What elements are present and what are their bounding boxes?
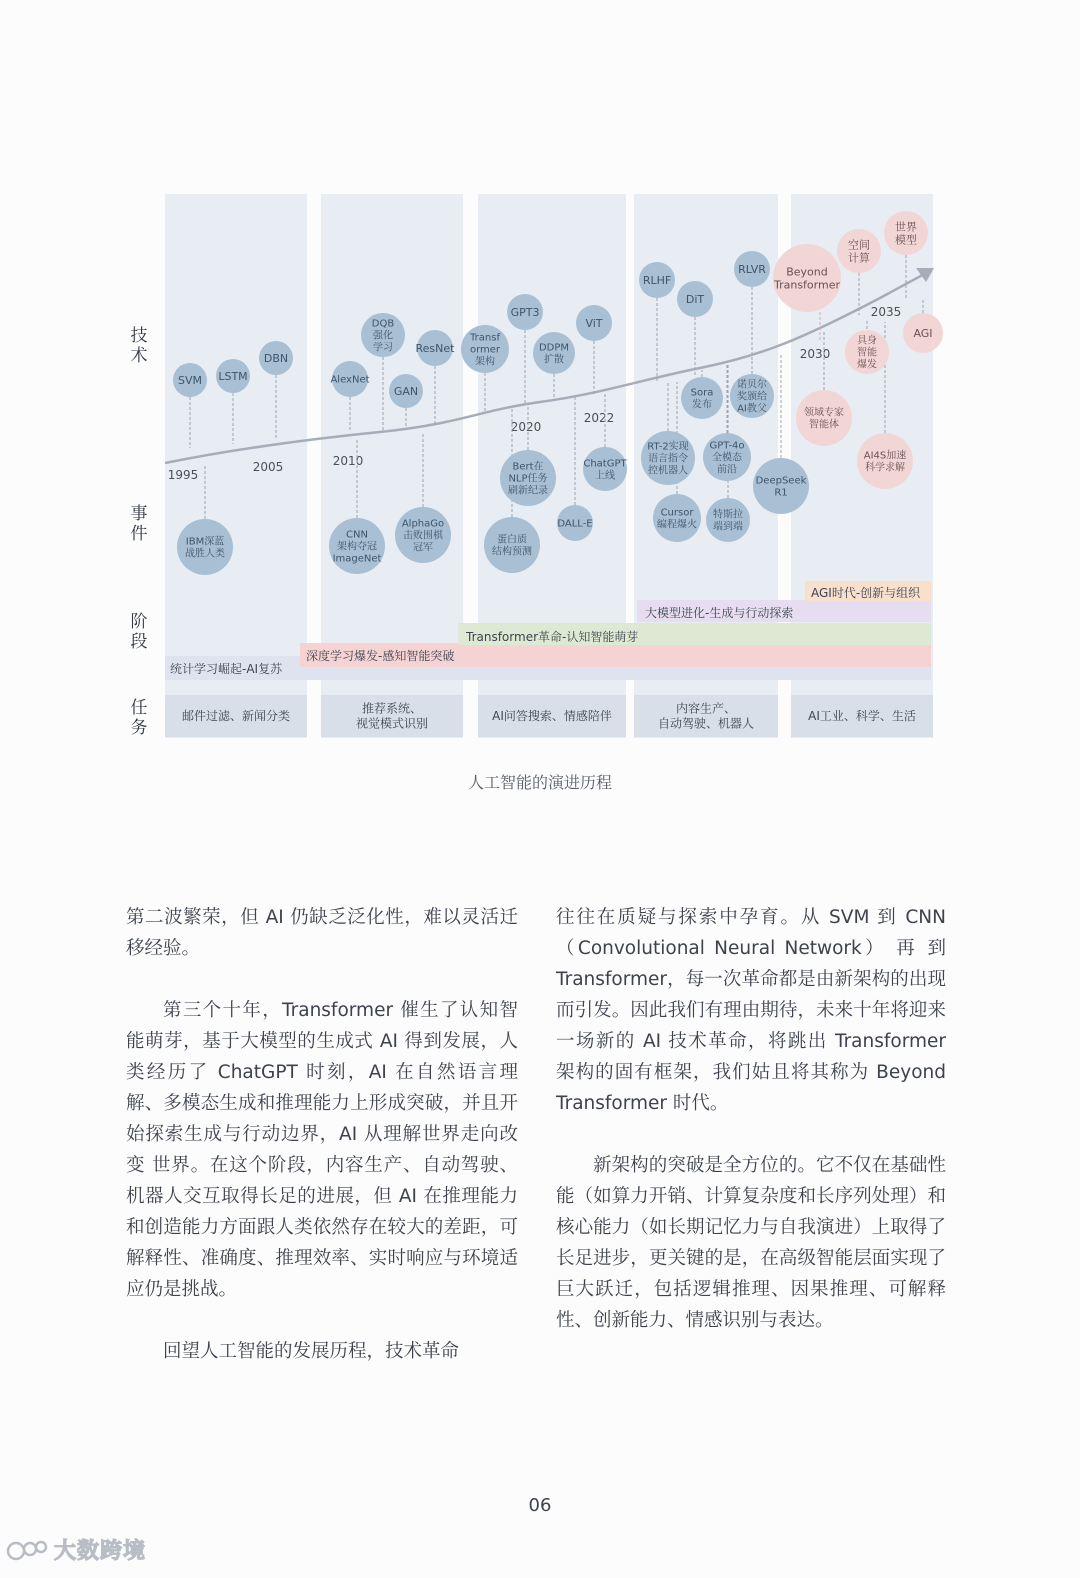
bubble-label: DQB 强化学习 — [371, 318, 395, 354]
paragraph: 新架构的突破是全方位的。它不仅在基础性能（如算力开销、计算复杂度和长序列处理）和核心能力（如长期记忆力与自我演进）上取得了长足进步，更关键的是，在高级智能层面实现了巨大跃迁，包括逻辑推理、因果推理、可解释性、创新能力、情感识别与表达。 — [556, 1155, 946, 1331]
body-column-left — [126, 902, 518, 1398]
bubble-label: 世界模型 — [895, 220, 917, 247]
figure-caption: 人工智能的演进历程 — [467, 773, 612, 792]
stage-label: 大模型进化-生成与行动探索 — [645, 606, 794, 621]
bubble-label: AlexNet — [330, 374, 370, 386]
evolution-figure — [0, 0, 1080, 760]
year-label: 2030 — [799, 347, 831, 362]
stage-label: 统计学习崛起-AI复苏 — [170, 662, 283, 677]
bubble-label: GPT-4o 全模态前沿 — [709, 440, 745, 476]
paragraph: 第二波繁荣，但 AI 仍缺乏泛化性，难以灵活迁移经验。 — [126, 907, 518, 959]
year-label: 2010 — [332, 454, 364, 469]
bubble-label: AGI — [913, 326, 933, 340]
stage-label: 深度学习爆发-感知智能突破 — [306, 649, 455, 664]
bubble-label: 领域专家智能体 — [804, 407, 844, 431]
body-column-right — [556, 902, 946, 1367]
bubble-label: LSTM — [218, 369, 248, 383]
bubble-label: RLHF — [642, 273, 672, 287]
watermark — [6, 1534, 146, 1565]
bubble-label: Beyond Transformer — [773, 265, 841, 292]
bubble-label: SVM — [178, 373, 202, 387]
bubble-label: RT-2实现语言指令控机器人 — [647, 441, 689, 477]
bubble-label: AI4S加速科学求解 — [863, 450, 907, 474]
bubble-label: DBN — [263, 351, 289, 365]
paragraph: 回望人工智能的发展历程，技术革命 — [163, 1341, 460, 1362]
bubble-label: 诺贝尔奖颁给 AI教父 — [737, 379, 767, 415]
row-label: 技 — [130, 325, 148, 346]
watermark-logo-icon — [6, 1535, 50, 1565]
paragraph: 往往在质疑与探索中孕育。从 SVM 到 CNN（Convolutional Neural Network） 再 到Transformer，每一次革命都是由新架构的出现而引发。因此我们有理由期待，未来十年将迎来一场新的 AI 技术革命，将跳出 Transformer 架构的固有框架，我们姑且将其称为 Beyond Transformer 时代。 — [556, 907, 946, 1114]
task-label: AI问答搜索、情感陪伴 — [492, 709, 612, 724]
year-label: 2020 — [510, 420, 542, 435]
bubble-label: Bert在 NLP任务刷新纪录 — [508, 461, 548, 497]
year-label: 1995 — [167, 468, 199, 483]
bubble-label: CNN 架构夺冠 ImageNet — [332, 529, 382, 565]
bubble-label: GPT3 — [510, 305, 540, 319]
bubble-label: ViT — [585, 316, 603, 330]
year-label: 2022 — [583, 411, 615, 426]
bubble-label: 具身智能爆发 — [857, 335, 877, 371]
bubble-label: ResNet — [415, 341, 455, 355]
bubble-label: Cursor 编程爆火 — [657, 507, 697, 531]
bubble-label: ChatGPT 上线 — [583, 458, 627, 482]
bubble-label: GAN — [393, 384, 419, 398]
task-label: 内容生产、自动驾驶、机器人 — [657, 701, 755, 731]
bubble-label: IBM深蓝战胜人类 — [185, 536, 225, 560]
stage-label: Transformer革命-认知智能萌芽 — [466, 630, 639, 645]
evolution-chart — [0, 0, 1080, 760]
page-number: 06 — [528, 1495, 552, 1516]
bubble-label: AlphaGo 击败围棋冠军 — [401, 518, 445, 554]
year-label: 2005 — [252, 460, 284, 475]
year-label: 2035 — [870, 305, 902, 320]
bubble-label: 蛋白质结构预测 — [492, 534, 532, 558]
bubble-label: DDPM 扩散 — [538, 342, 570, 366]
bubble-label: RLVR — [738, 262, 766, 276]
row-label: 术 — [130, 345, 148, 366]
task-label: 推荐系统、视觉模式识别 — [355, 701, 429, 731]
row-label: 事 — [130, 503, 148, 524]
task-label: AI工业、科学、生活 — [808, 709, 916, 724]
bubble-label: DeepSeek R1 — [755, 475, 807, 499]
row-label: 阶 — [130, 611, 148, 632]
stage-label: AGI时代-创新与组织 — [811, 586, 921, 601]
row-label: 务 — [130, 717, 148, 738]
row-label: 件 — [130, 523, 148, 544]
bubble-label: 特斯拉端到端 — [713, 509, 743, 533]
bubble-label: DiT — [685, 292, 705, 306]
row-label: 任 — [130, 697, 148, 718]
bubble-label: Sora 发布 — [690, 387, 714, 411]
task-label: 邮件过滤、新闻分类 — [181, 709, 291, 724]
bubble-label: Transf ormer 架构 — [469, 332, 501, 368]
watermark-text: 大数跨境 — [54, 1539, 147, 1564]
bubble-label: DALL-E — [557, 518, 593, 530]
row-label: 段 — [130, 631, 148, 652]
paragraph: 第三个十年，Transformer 催生了认知智能萌芽，基于大模型的生成式 AI 得到发展，人类经历了 ChatGPT 时刻，AI 在自然语言理解、多模态生成和推理能力上形成突破，并且开始探索生成与行动边界，AI 从理解世界走向改变 世界。在这个阶段，内容生产、自动驾驶、机器人交互取得长足的进展，但 AI 在推理能力和创造能力方面跟人类依然存在较大的差距，可解释性、准确度、推理效率、实时响应与环境适应仍是挑战。 — [126, 1000, 518, 1300]
bubble-label: 空间计算 — [848, 238, 870, 265]
